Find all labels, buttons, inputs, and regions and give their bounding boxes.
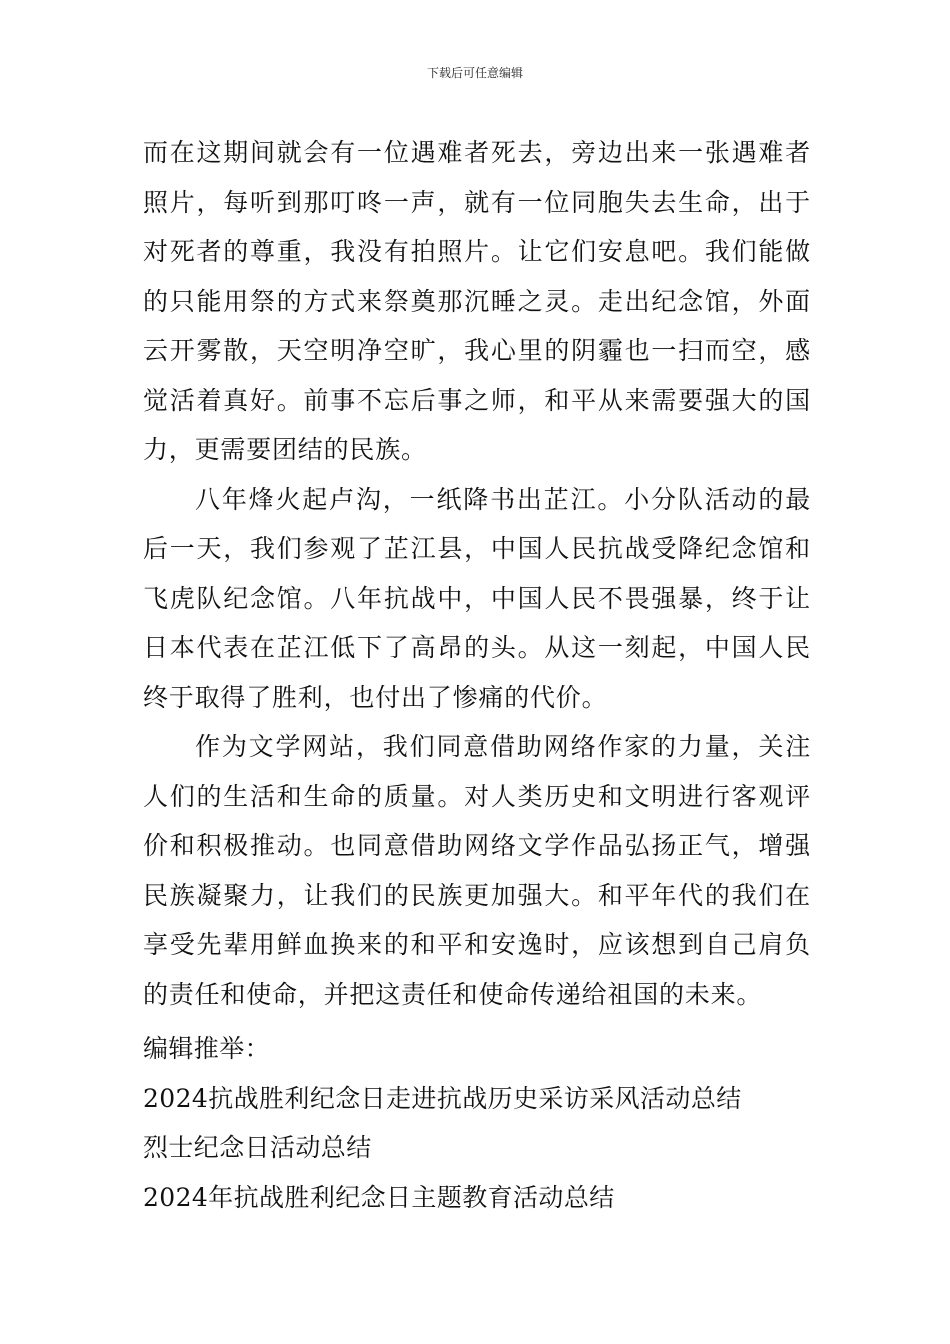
recommend-item[interactable]: 烈士纪念日活动总结 [143,1133,372,1162]
recommend-item[interactable]: 2024抗战胜利纪念日走进抗战历史采访采风活动总结 [143,1083,742,1113]
recommend-section [143,1024,843,1222]
paragraph: 作为文学网站，我们同意借助网络作家的力量，关注人们的生活和生命的质量。对人类历史和文明进行客观评价和积极推动。也同意借助网络文学作品弘扬正气，增强民族凝聚力，让我们的民族更加强大。和平年代的我们在享受先辈用鲜血换来的和平和安逸时，应该想到自己肩负的责任和使命，并把这责任和使命传递给祖国的未来。 [143,732,811,1009]
article-body [143,128,811,1019]
page-header: 下载后可任意编辑 [426,66,523,80]
paragraph: 八年烽火起卢沟，一纸降书出芷江。小分队活动的最后一天，我们参观了芷江县，中国人民抗战受降纪念馆和飞虎队纪念馆。八年抗战中，中国人民不畏强暴，终于让日本代表在芷江低下了高昂的头。从这一刻起，中国人民终于取得了胜利，也付出了惨痛的代价。 [143,484,811,712]
recommend-item[interactable]: 2024年抗战胜利纪念日主题教育活动总结 [143,1182,615,1212]
recommend-heading: 编辑推举： [143,1034,271,1063]
paragraph-continued: 而在这期间就会有一位遇难者死去，旁边出来一张遇难者照片，每听到那叮咚一声，就有一位同胞失去生命，出于对死者的尊重，我没有拍照片。让它们安息吧。我们能做的只能用祭的方式来祭奠那沉睡之灵。走出纪念馆，外面云开雾散，天空明净空旷，我心里的阴霾也一扫而空，感觉活着真好。前事不忘后事之师，和平从来需要强大的国力，更需要团结的民族。 [143,138,811,464]
